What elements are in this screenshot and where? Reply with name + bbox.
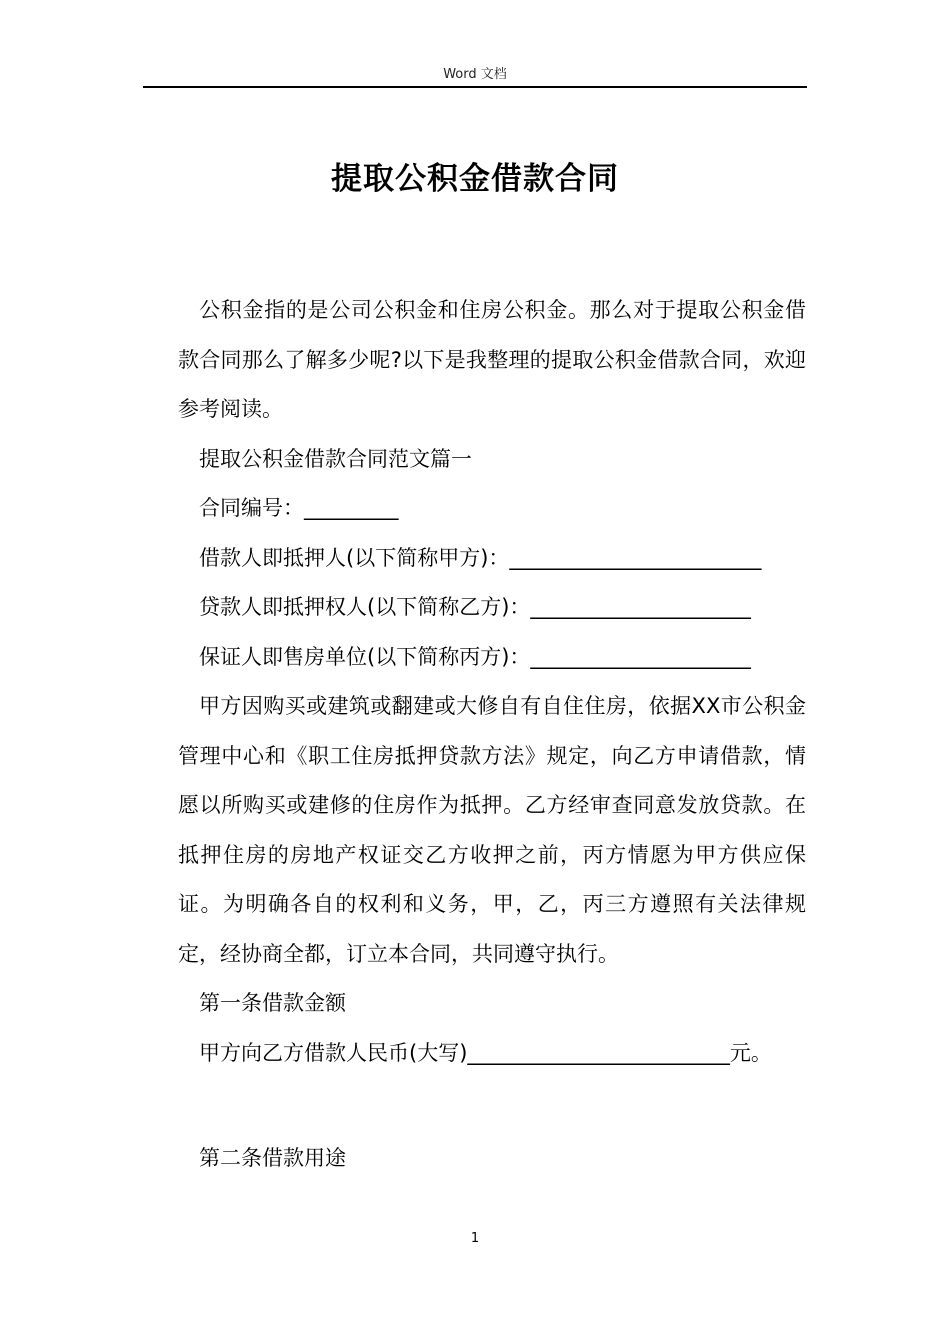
intro-paragraph: 公积金指的是公司公积金和住房公积金。那么对于提取公积金借款合同那么了解多少呢?以下是我整理的提取公积金借款合同，欢迎参考阅读。 xyxy=(178,298,806,421)
article-2-heading: 第二条借款用途 xyxy=(199,1146,346,1170)
lender-line: 贷款人即抵押权人(以下简称乙方)：_____________________ xyxy=(199,595,751,619)
article-1-text: 甲方向乙方借款人民币(大写)_________________________元。 xyxy=(199,1040,772,1065)
guarantor-line: 保证人即售房单位(以下简称丙方)：_____________________ xyxy=(199,644,751,669)
document-title: 提取公积金借款合同 xyxy=(331,161,619,197)
article-1-heading: 第一条借款金额 xyxy=(199,991,346,1015)
page-header: Word 文档 xyxy=(443,67,507,82)
body-paragraph: 甲方因购买或建筑或翻建或大修自有自住住房，依据XX市公积金管理中心和《职工住房抵押贷款方法》规定，向乙方申请借款，情愿以所购买或建修的住房作为抵押。乙方经审查同意发放贷款。在抵押住房的房地产权证交乙方收押之前，丙方情愿为甲方供应保证。为明确各自的权利和义务，甲，乙，丙三方遵照有关法律规定，经协商全都，订立本合同，共同遵守执行。 xyxy=(178,694,806,966)
contract-number-line: 合同编号：_________ xyxy=(199,496,399,520)
header-divider xyxy=(143,86,807,88)
sample-heading: 提取公积金借款合同范文篇一 xyxy=(199,446,472,471)
page-number: 1 xyxy=(470,1231,480,1246)
borrower-line: 借款人即抵押人(以下简称甲方)：________________________ xyxy=(199,545,762,570)
document-body xyxy=(178,286,806,1078)
